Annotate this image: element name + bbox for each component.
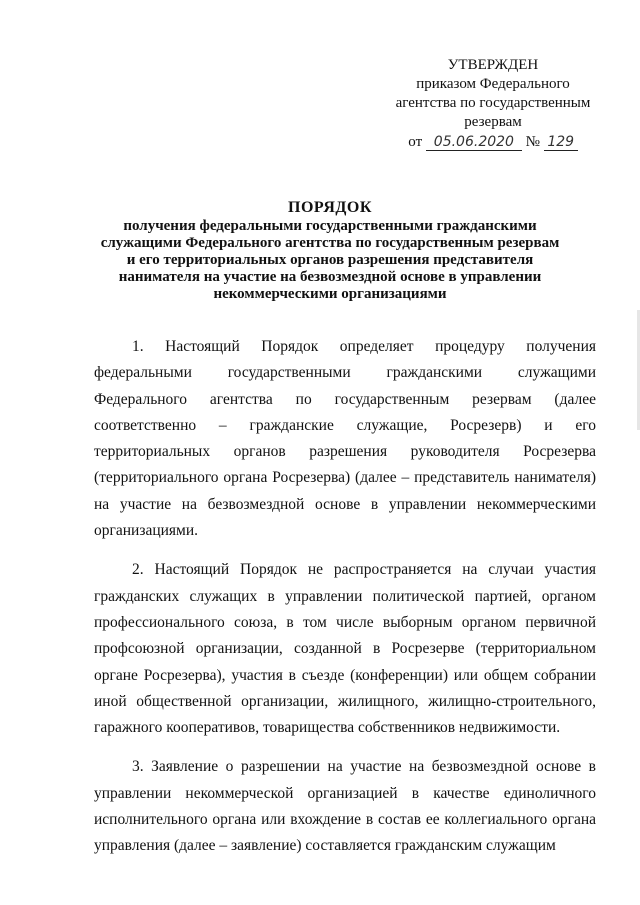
subtitle-line: нанимателя на участие на безвозмездной основе в управлении [118,269,542,285]
document-body [94,334,596,873]
approval-from-label: от [408,134,423,150]
approval-number: 129 [544,134,578,151]
document-title-block [100,198,560,303]
document-title: ПОРЯДОК [288,199,372,216]
subtitle-line: служащими Федерального агентства по государственным резервам [100,235,560,251]
approval-date-line [388,133,598,152]
subtitle-line: некоммерческими организациями [213,286,447,302]
paragraph-3: 3. Заявление о разрешении на участие на безвозмездной основе в управлении некоммерческой организацией в качестве единоличного исполнительного органа или вхождение в состав ее коллегиального органа управления (далее – заявление) составляется гражданским служащим [94,758,596,855]
approval-line-3: резервам [464,114,522,130]
subtitle-line: получения федеральными государственными гражданскими [123,218,537,234]
paragraph-1: 1. Настоящий Порядок определяет процедуру получения федеральными государственными гражданскими служащими Федерального агентства по государственным резервам (далее соответственно – гражданские служащие, Росрезерв) и его территориальных органов разрешения руководителя Росрезерва (территориального органа Росрезерва) (далее – представитель нанимателя) на участие на безвозмездной основе в управлении некоммерческими организациями. [94,338,596,540]
approval-stamp [388,56,598,152]
approval-line-1: приказом Федерального [416,76,570,92]
approval-status: УТВЕРЖДЕН [447,57,539,73]
paragraph-2: 2. Настоящий Порядок не распространяется на случаи участия гражданских служащих в управлении политической партией, органом профессионального союза, в том числе выборным органом первичной профсоюзной организации, созданной в Росрезерве (территориальном органе Росрезерва), участия в съезде (конференции) или общем собрании иной общественной организации, жилищного, жилищно-строительного, гаражного кооперативов, товарищества собственников недвижимости. [94,561,596,737]
approval-line-2: агентства по государственным [395,95,591,111]
approval-number-label: № [525,134,540,150]
approval-date: 05.06.2020 [426,134,522,151]
subtitle-line: и его территориальных органов разрешения представителя [126,252,534,268]
document-subtitle [100,218,560,303]
